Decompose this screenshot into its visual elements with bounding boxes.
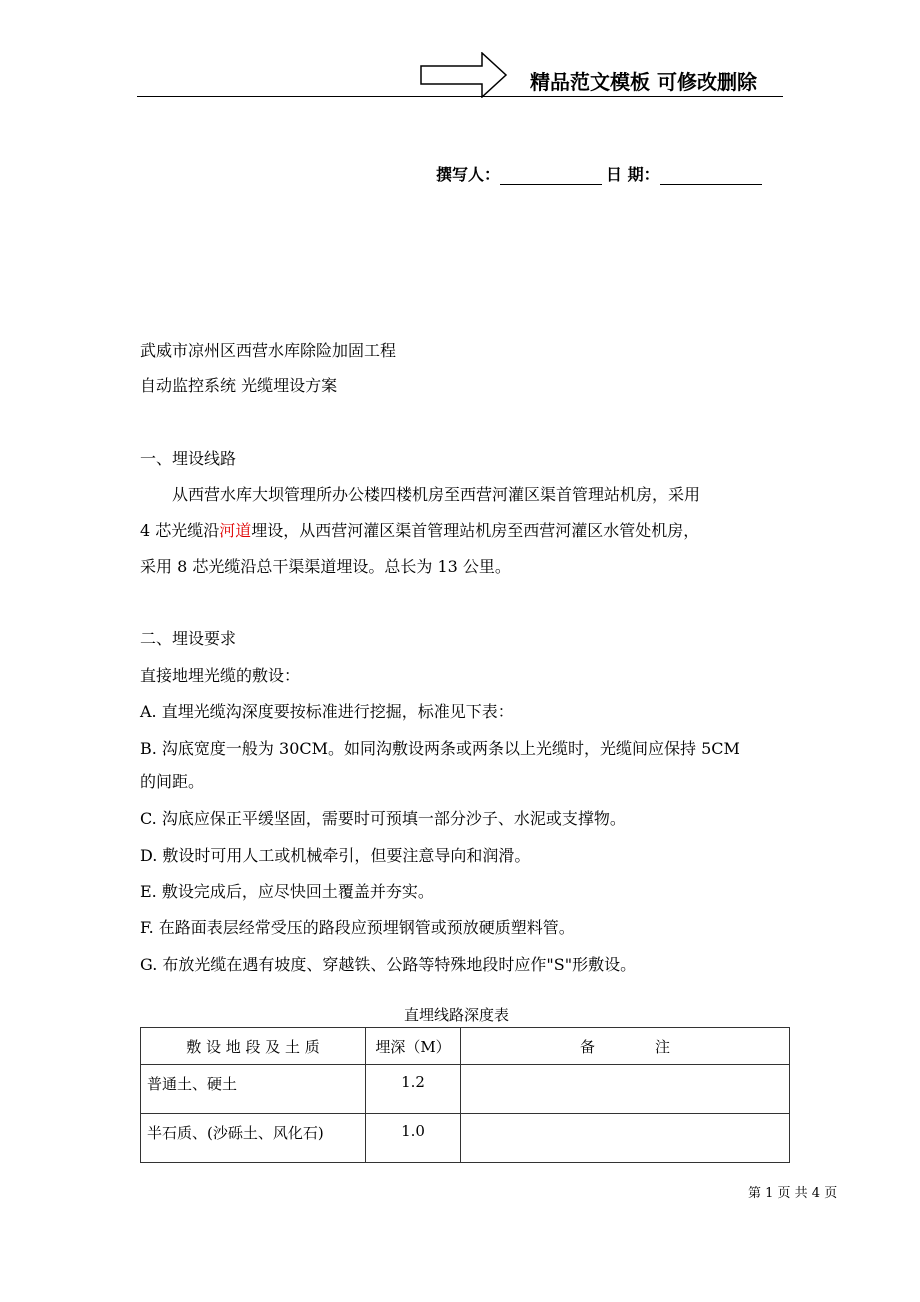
arrow-icon [420,52,508,98]
list-item: A. 直埋光缆沟深度要按标准进行挖掘，标准见下表： [140,702,514,721]
date-field[interactable] [660,168,762,185]
depth-table [140,1027,790,1163]
list-item: 的间距。 [140,772,205,791]
section-2-heading: 二、埋设要求 [140,629,237,648]
header-divider [137,96,783,97]
doc-title-1: 武威市凉州区西营水库除险加固工程 [140,341,397,360]
list-item: C. 沟底应保正平缓坚固，需要时可预填一部分沙子、水泥或支撑物。 [140,809,626,828]
author-date-line [436,162,766,185]
doc-title-2: 自动监控系统 光缆埋设方案 [140,376,338,395]
s1-line-3: 采用 8 芯光缆沿总干渠渠道埋设。总长为 13 公里。 [140,557,511,576]
column-header: 埋深（M） [366,1028,461,1065]
s2-intro: 直接地埋光缆的敷设： [140,666,301,685]
table-cell: 1.0 [366,1114,461,1163]
list-item: B. 沟底宽度一般为 30CM。如同沟敷设两条或两条以上光缆时，光缆间应保持 5CM [140,739,740,758]
table-cell: 1.2 [366,1065,461,1114]
author-label: 撰写人： [436,165,501,184]
list-item: G. 布放光缆在遇有坡度、穿越铁、公路等特殊地段时应作"S"形敷设。 [140,955,637,974]
page-number: 第 1 页 共 4 页 [748,1186,838,1201]
column-header: 备 注 [461,1028,790,1065]
table-cell [461,1065,790,1114]
table-header-row [141,1028,790,1065]
s1-text: 4 芯光缆沿 [140,521,220,540]
list-item: D. 敷设时可用人工或机械牵引，但要注意导向和润滑。 [140,846,531,865]
highlighted-word: 河道 [219,521,252,540]
table-cell: 普通土、硬土 [141,1065,366,1114]
column-header: 敷 设 地 段 及 土 质 [141,1028,366,1065]
s1-text: 埋设，从西营河灌区渠首管理站机房至西营河灌区水管处机房， [251,521,700,540]
table-cell: 半石质、(沙砾土、风化石) [141,1114,366,1163]
s1-line-1: 从西营水库大坝管理所办公楼四楼机房至西营河灌区渠首管理站机房，采用 [140,485,701,504]
header-title: 精品范文模板 可修改删除 [530,70,757,94]
author-field[interactable] [500,168,602,185]
table-caption: 直埋线路深度表 [404,1006,510,1024]
table-row [141,1114,790,1163]
list-item: E. 敷设完成后，应尽快回土覆盖并夯实。 [140,882,434,901]
table-row [141,1065,790,1114]
date-label: 日 期： [606,165,660,184]
section-1-heading: 一、埋设线路 [140,449,237,468]
s1-line-2 [140,518,699,541]
list-item: F. 在路面表层经常受压的路段应预埋钢管或预放硬质塑料管。 [140,918,575,937]
table-cell [461,1114,790,1163]
